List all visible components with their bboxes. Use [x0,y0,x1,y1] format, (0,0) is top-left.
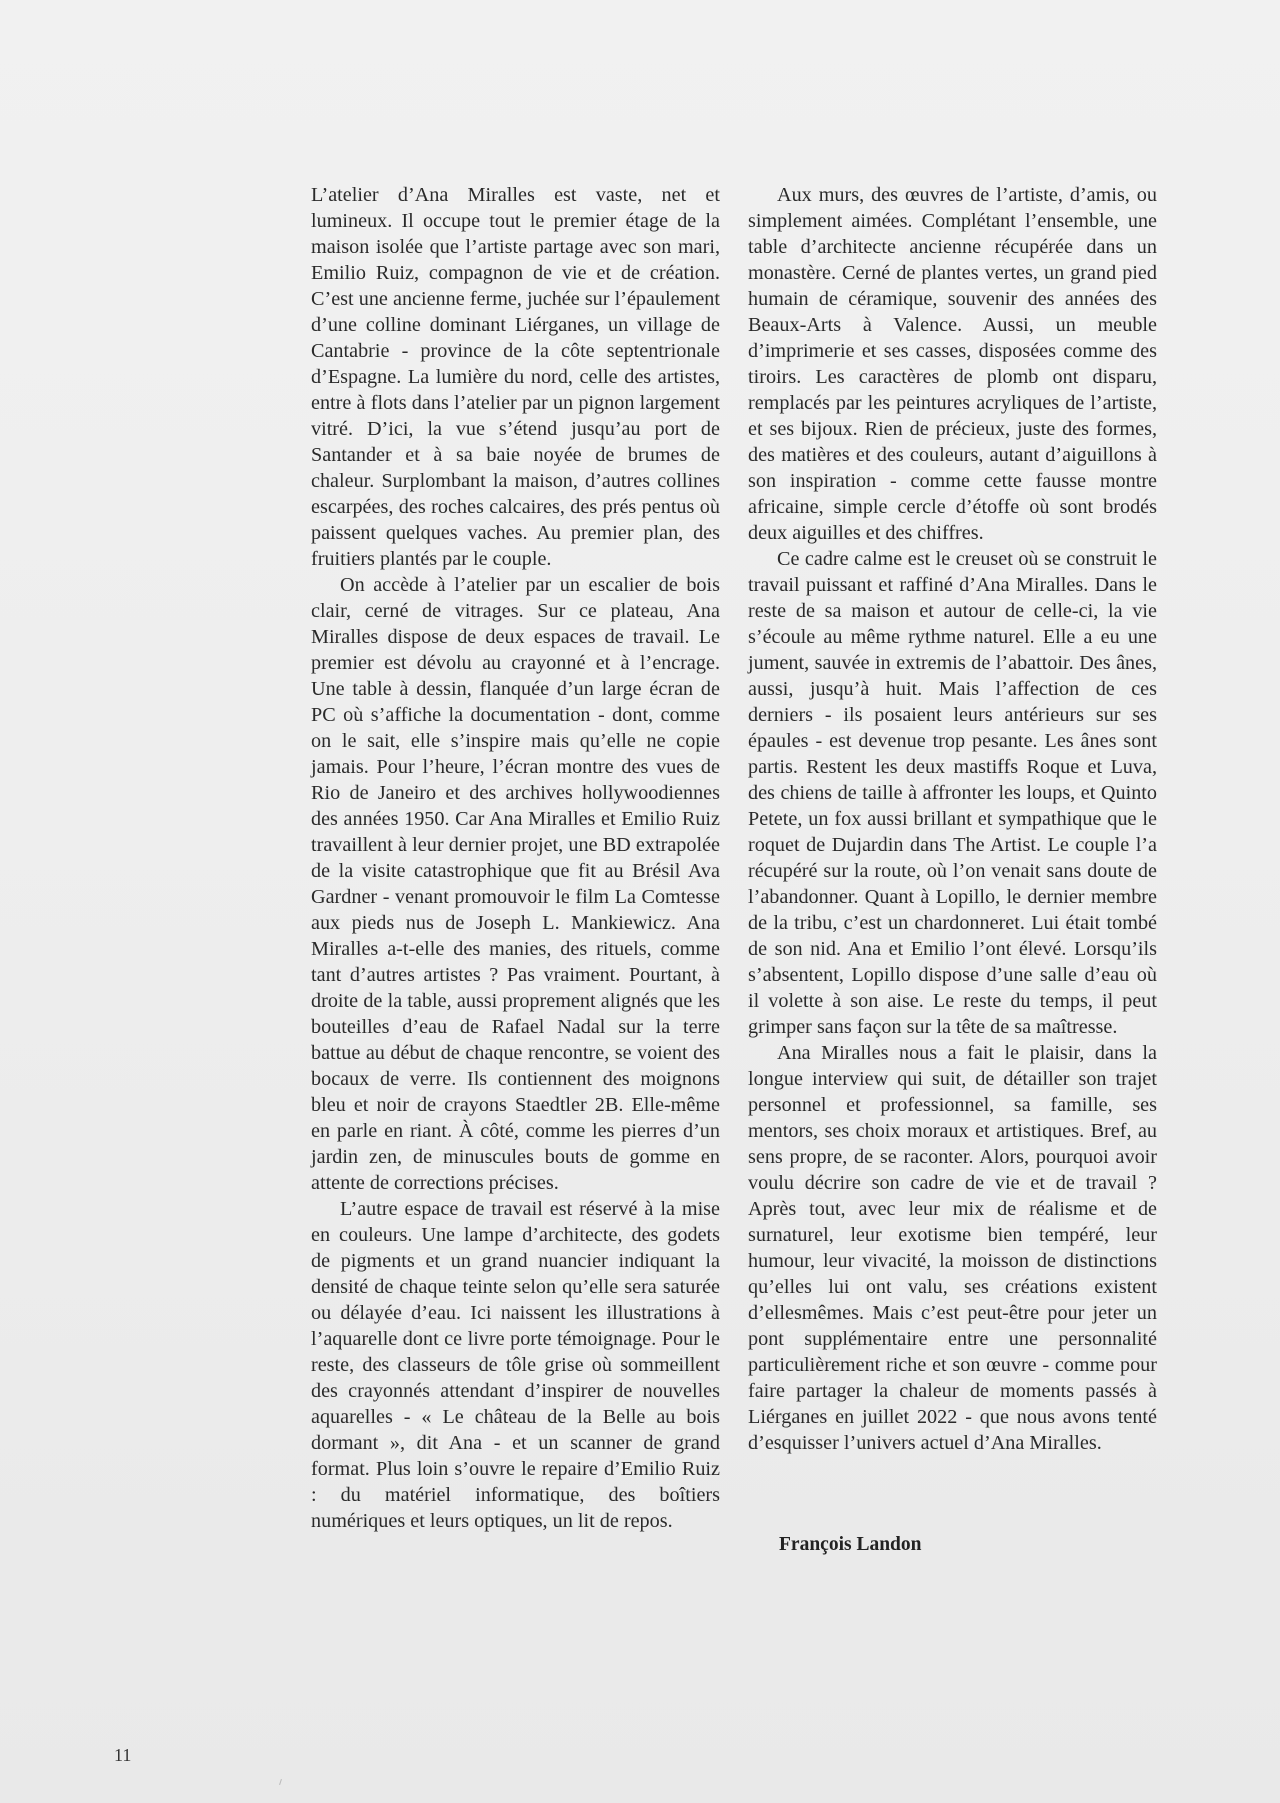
paragraph-right-2: Ce cadre calme est le creuset où se construit le travail puissant et raffiné d’Ana Miralles. Dans le reste de sa maison et autour de celle-ci, la vie s’écoule au même rythme naturel. Elle a eu une jument, sauvée in extremis de l’abattoir. Des ânes, aussi, jusqu’à huit. Mais l’affection de ces derniers - ils posaient leurs antérieurs sur ses épaules - est devenue trop pesante. Les ânes sont partis. Restent les deux mastiffs Roque et Luva, des chiens de taille à affronter les loups, et Quinto Petete, un fox aussi brillant et sympathique que le roquet de Dujardin dans The Artist. Le couple l’a récupéré sur la route, où l’on venait sans doute de l’abandonner. Quant à Lopillo, le dernier membre de la tribu, c’est un chardonneret. Lui était tombé de son nid. Ana et Emilio l’ont élevé. Lorsqu’ils s’absentent, Lopillo dispose d’une salle d’eau où il volette à son aise. Le reste du temps, il peut grimper sans façon sur la tête de sa maîtresse. [748,548,1157,1038]
author-signature: François Landon [779,1534,922,1555]
left-text-column [311,182,720,1534]
page-number: 11 [114,1745,132,1765]
paragraph-left-1: L’atelier d’Ana Miralles est vaste, net et lumineux. Il occupe tout le premier étage de la maison isolée que l’artiste partage avec son mari, Emilio Ruiz, compagnon de vie et de création. C’est une ancienne ferme, juchée sur l’épaulement d’une colline dominant Liérganes, un village de Cantabrie - province de la côte septentrionale d’Espagne. La lumière du nord, celle des artistes, entre à flots dans l’atelier par un pignon largement vitré. D’ici, la vue s’étend jusqu’au port de Santander et à sa baie noyée de brumes de chaleur. Surplombant la maison, d’autres collines escarpées, des roches calcaires, des prés pentus où paissent quelques vaches. Au premier plan, des fruitiers plantés par le couple. [311,184,720,570]
right-text-column [748,182,1157,1456]
print-mark [279,1779,282,1785]
paragraph-left-3: L’autre espace de travail est réservé à la mise en couleurs. Une lampe d’architecte, des godets de pigments et un grand nuancier indiquant la densité de chaque teinte selon qu’elle sera saturée ou délayée d’eau. Ici naissent les illustrations à l’aquarelle dont ce livre porte témoignage. Pour le reste, des classeurs de tôle grise où sommeillent des crayonnés attendant d’inspirer de nouvelles aquarelles - « Le château de la Belle au bois dormant », dit Ana - et un scanner de grand format. Plus loin s’ouvre le repaire d’Emilio Ruiz : du matériel informatique, des boîtiers numériques et leurs optiques, un lit de repos. [311,1198,720,1532]
paragraph-right-1: Aux murs, des œuvres de l’artiste, d’amis, ou simplement aimées. Complétant l’ensemble, une table d’architecte ancienne récupérée dans un monastère. Cerné de plantes vertes, un grand pied humain de céramique, souvenir des années des Beaux-Arts à Valence. Aussi, un meuble d’imprimerie et ses casses, disposées comme des tiroirs. Les caractères de plomb ont disparu, remplacés par les peintures acryliques de l’artiste, et ses bijoux. Rien de précieux, juste des formes, des matières et des couleurs, autant d’aiguillons à son inspiration - comme cette fausse montre africaine, simple cercle d’étoffe où sont brodés deux aiguilles et des chiffres. [748,184,1157,544]
paragraph-right-3: Ana Miralles nous a fait le plaisir, dans la longue interview qui suit, de détailler son trajet personnel et professionnel, sa famille, ses mentors, ses choix moraux et artistiques. Bref, au sens propre, de se raconter. Alors, pourquoi avoir voulu décrire son cadre de vie et de travail ? Après tout, avec leur mix de réalisme et de surnaturel, leur exotisme bien tempéré, leur humour, leur vivacité, la moisson de distinctions qu’elles lui ont valu, ses créations existent d’ellesmêmes. Mais c’est peut-être pour jeter un pont supplémentaire entre une personnalité particulièrement riche et son œuvre - comme pour faire partager la chaleur de moments passés à Liérganes en juillet 2022 - que nous avons tenté d’esquisser l’univers actuel d’Ana Miralles. [748,1042,1157,1454]
paragraph-left-2: On accède à l’atelier par un escalier de bois clair, cerné de vitrages. Sur ce plateau, Ana Miralles dispose de deux espaces de travail. Le premier est dévolu au crayonné et à l’encrage. Une table à dessin, flanquée d’un large écran de PC où s’affiche la documentation - dont, comme on le sait, elle s’inspire mais qu’elle ne copie jamais. Pour l’heure, l’écran montre des vues de Rio de Janeiro et des archives hollywoodiennes des années 1950. Car Ana Miralles et Emilio Ruiz travaillent à leur dernier projet, une BD extrapolée de la visite catastrophique que fit au Brésil Ava Gardner - venant promouvoir le film La Comtesse aux pieds nus de Joseph L. Mankiewicz. Ana Miralles a-t-elle des manies, des rituels, comme tant d’autres artistes ? Pas vraiment. Pourtant, à droite de la table, aussi proprement alignés que les bouteilles d’eau de Rafael Nadal sur la terre battue au début de chaque rencontre, se voient des bocaux de verre. Ils contiennent des moignons bleu et noir de crayons Staedtler 2B. Elle-même en parle en riant. À côté, comme les pierres d’un jardin zen, de minuscules bouts de gomme en attente de corrections précises. [311,574,720,1194]
